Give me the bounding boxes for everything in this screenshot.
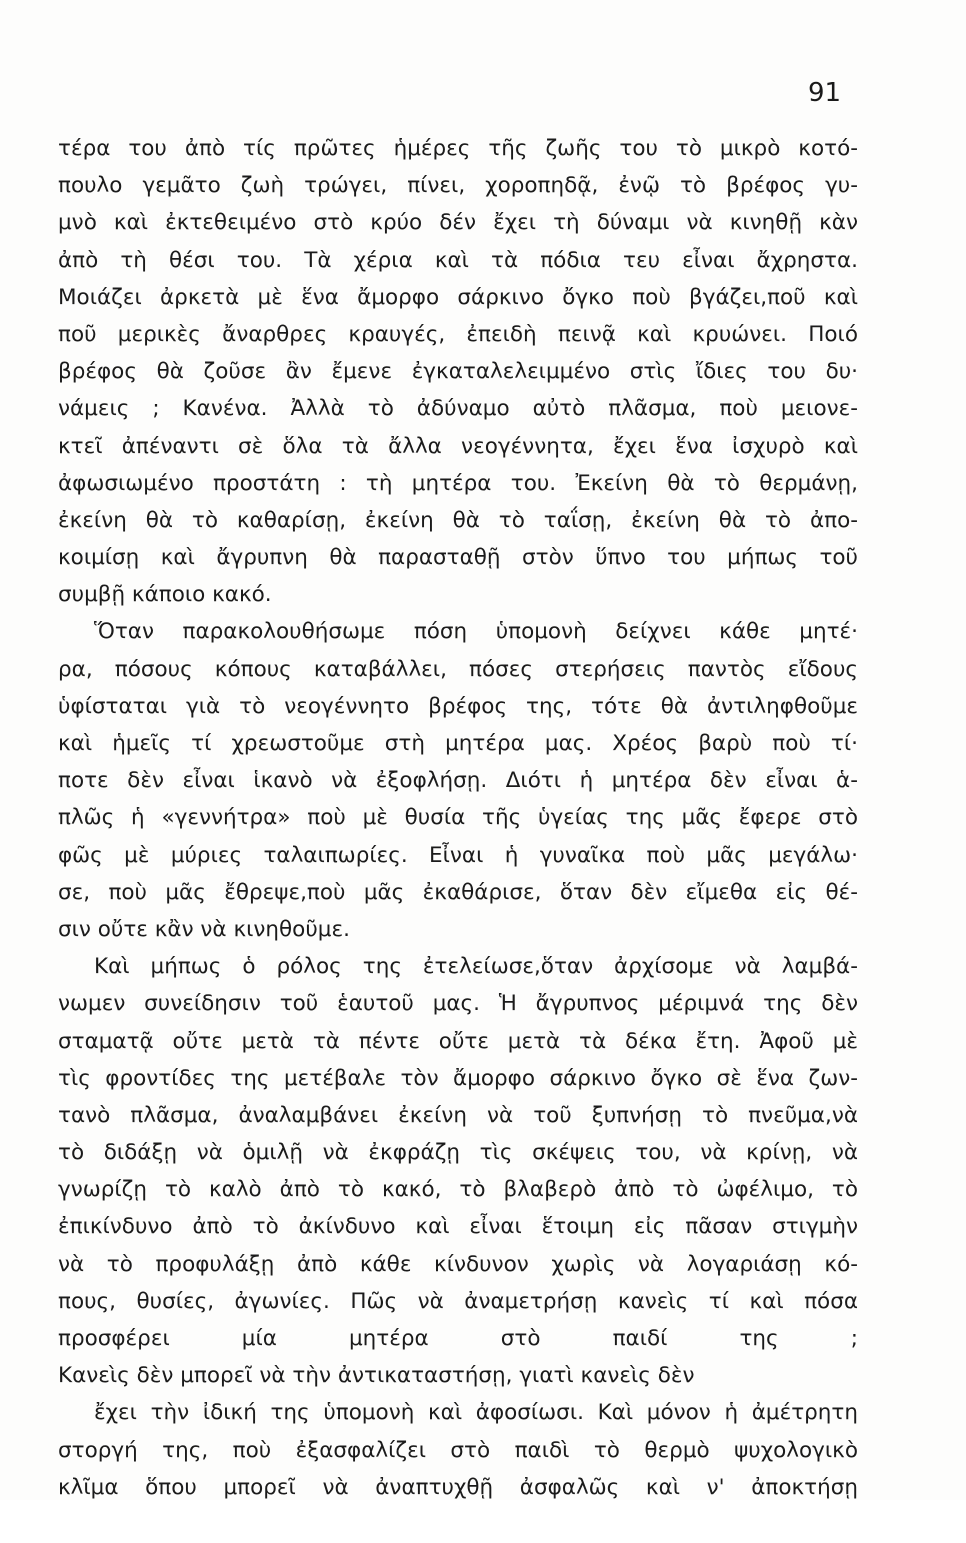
text-line: ἀφωσιωμένο προστάτη : τὴ μητέρα του. Ἐκείνη θὰ τὸ θερμάνῃ, <box>58 470 858 496</box>
text-line: φῶς μὲ μύριες ταλαιπωρίες. Εἶναι ἡ γυναῖκα ποὺ μᾶς μεγάλω· <box>58 842 858 868</box>
body-text <box>58 130 858 1543</box>
text-line: σταματᾷ οὔτε μετὰ τὰ πέντε οὔτε μετὰ τὰ δέκα ἔτη. Ἀφοῦ μὲ <box>58 1028 858 1054</box>
text-line: τὶς φροντίδες της μετέβαλε τὸν ἄμορφο σάρκινο ὄγκο σὲ ἕνα ζων- <box>58 1065 858 1091</box>
paragraph-start-line: ἔχει τὴν ἰδική της ὑπομονὴ καὶ ἀφοσίωσι. Καὶ μόνον ἡ ἀμέτρητη <box>94 1400 858 1426</box>
text-line: ἐπικίνδυνο ἀπὸ τὸ ἀκίνδυνο καὶ εἶναι ἕτοιμη εἰς πᾶσαν στιγμὴν <box>58 1214 858 1240</box>
text-line: τανὸ πλᾶσμα, ἀναλαμβάνει ἐκείνη νὰ τοῦ ξυπνήσῃ τὸ πνεῦμα,νὰ <box>58 1102 858 1128</box>
paragraph-end-line: Κανεὶς δὲν μπορεῖ νὰ τὴν ἀντικαταστήσῃ, γιατὶ κανεὶς δὲν <box>58 1363 695 1389</box>
text-line: νάμεις ; Κανένα. Ἀλλὰ τὸ ἀδύναμο αὐτὸ πλᾶσμα, ποὺ μειονε- <box>58 396 858 422</box>
text-line: κλῖμα ὅπου μπορεῖ νὰ ἀναπτυχθῇ ἀσφαλῶς καὶ ν' ἀποκτήσῃ <box>58 1474 858 1500</box>
text-line: βρέφος θὰ ζοῦσε ἂν ἔμενε ἐγκαταλελειμμένο στὶς ἴδιες του δυ· <box>58 359 858 385</box>
text-line: τὸ διδάξῃ νὰ ὁμιλῇ νὰ ἐκφράζῃ τὶς σκέψεις του, νὰ κρίνῃ, νὰ <box>58 1140 858 1166</box>
text-line: πλῶς ἡ «γεννήτρα» ποὺ μὲ θυσία τῆς ὑγείας της μᾶς ἔφερε στὸ <box>58 805 858 831</box>
text-line: νωμεν συνείδησιν τοῦ ἑαυτοῦ μας. Ἡ ἄγρυπνος μέριμνά της δὲν <box>58 991 858 1017</box>
text-line: σε, ποὺ μᾶς ἔθρεψε,ποὺ μᾶς ἐκαθάρισε, ὅταν δὲν εἴμεθα εἰς θέ- <box>58 879 858 905</box>
text-line: ποτε δὲν εἶναι ἱκανὸ νὰ ἐξοφλήσῃ. Διότι ἡ μητέρα δὲν εἶναι ἁ- <box>58 768 858 794</box>
text-line: τέρα του ἀπὸ τίς πρῶτες ἡμέρες τῆς ζωῆς του τὸ μικρὸ κοτό- <box>58 136 858 161</box>
text-line: ρα, πόσους κόπους καταβάλλει, πόσες στερήσεις παντὸς εἴδους <box>58 656 858 682</box>
text-line: ἐκείνη θὰ τὸ καθαρίσῃ, ἐκείνη θὰ τὸ ταΐσῃ, ἐκείνη θὰ τὸ ἀπο- <box>58 507 858 533</box>
paragraph-end-line: συμβῇ κάποιο κακό. <box>58 582 272 608</box>
text-line: καὶ ἡμεῖς τί χρεωστοῦμε στὴ μητέρα μας. Χρέος βαρὺ ποὺ τί· <box>58 731 858 756</box>
text-line: ἀπὸ τὴ θέσι του. Τὰ χέρια καὶ τὰ πόδια τευ εἶναι ἄχρηστα. <box>58 247 858 273</box>
text-line: στοργή της, ποὺ ἐξασφαλίζει στὸ παιδὶ τὸ θερμὸ ψυχολογικὸ <box>58 1437 858 1463</box>
text-line: προσφέρει μία μητέρα στὸ παιδί της ; <box>58 1326 858 1351</box>
text-line: πουλο γεμᾶτο ζωὴ τρώγει, πίνει, χοροπηδᾷ, ἐνῷ τὸ βρέφος γυ- <box>58 173 858 199</box>
text-line: νὰ τὸ προφυλάξῃ ἀπὸ κάθε κίνδυνον χωρὶς νὰ λογαριάσῃ κό- <box>58 1251 858 1277</box>
paragraph-start-line: Ὅταν παρακολουθήσωμε πόση ὑπομονὴ δείχνει κάθε μητέ· <box>94 619 858 645</box>
text-line: πους, θυσίες, ἀγωνίες. Πῶς νὰ ἀναμετρήσῃ κανεὶς τί καὶ πόσα <box>58 1288 858 1314</box>
text-line: ποῦ μερικὲς ἄναρθρες κραυγές, ἐπειδὴ πεινᾷ καὶ κρυώνει. Ποιό <box>58 321 858 347</box>
page-number: 91 <box>808 78 842 108</box>
paragraph-start-line: Καὶ μήπως ὁ ρόλος της ἐτελείωσε,ὅταν ἀρχίσομε νὰ λαμβά- <box>94 954 858 980</box>
text-line: κτεῖ ἀπέναντι σὲ ὅλα τὰ ἄλλα νεογέννητα, ἔχει ἕνα ἰσχυρὸ καὶ <box>58 433 858 459</box>
text-line: Μοιάζει ἀρκετὰ μὲ ἕνα ἄμορφο σάρκινο ὄγκο ποὺ βγάζει,ποῦ καὶ <box>58 284 858 310</box>
text-line: μνὸ καὶ ἐκτεθειμένο στὸ κρύο δέν ἔχει τὴ δύναμι νὰ κινηθῇ κὰν <box>58 210 858 236</box>
text-line <box>58 1506 858 1543</box>
text-line: κοιμίσῃ καὶ ἄγρυπνη θὰ παρασταθῇ στὸν ὕπνο του μήπως τοῦ <box>58 545 858 571</box>
text-line: γνωρίζῃ τὸ καλὸ ἀπὸ τὸ κακό, τὸ βλαβερὸ ἀπὸ τὸ ὠφέλιμο, τὸ <box>58 1177 858 1203</box>
text-line: ὑφίσταται γιὰ τὸ νεογέννητο βρέφος της, τότε θὰ ἀντιληφθοῦμε <box>58 693 858 719</box>
paragraph-end-line: σιν οὔτε κἂν νὰ κινηθοῦμε. <box>58 916 350 942</box>
